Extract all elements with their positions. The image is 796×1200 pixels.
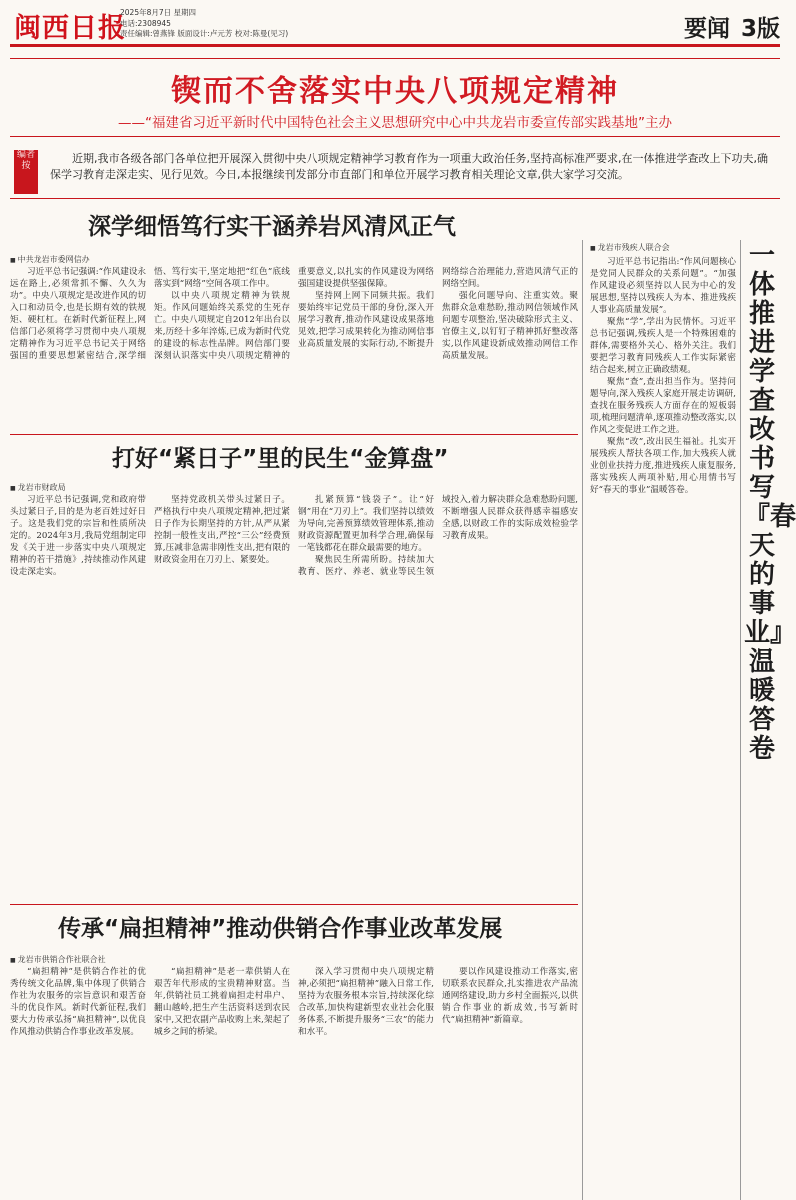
article-paragraph: 以中央八项规定精神为铁规矩。作风问题始终关系党的生死存亡。中央八项规定自2012年出台以来,历经十多年淬炼,已成为新时代党的建设的标志性品牌。网信部门要深刻认识落实中央八项规定精神的重要意义,以扎实的作风建设为网络强国建设提供坚强保障。 [154,267,434,361]
article-paragraph: 深入学习贯彻中央八项规定精神,必须把“扁担精神”融入日常工作,坚持为农服务根本宗旨,持续深化综合改革,加快构建新型农业社会化服务体系,不断提升服务“三农”的能力和水平。 [298,967,434,1037]
article-paragraph: 聚焦“查”,查出担当作为。坚持问题导向,深入残疾人家庭开展走访调研,查找在服务残疾人方面存在的短板弱项,梳理问题清单,逐项推动整改落实,以作风之变促进工作之进。 [590,377,736,435]
article-body [590,256,736,1196]
banner-title: 锲而不舍落实中央八项规定精神 [171,74,619,109]
article-byline: ■ 中共龙岩市委网信办 [10,254,90,265]
article-paragraph: 坚持网上网下同频共振。我们要始终牢记党员干部的身份,深入开展学习教育,推动作风建设成果落地见效,把学习成果转化为推动网信事业高质量发展的实际行动,不断提升网络综合治理能力,营造风清气正的网络空间。 [298,267,578,349]
divider [10,434,578,435]
masthead-rule [10,44,780,47]
article-body [10,494,578,896]
divider [10,198,780,199]
banner-subtitle: ——“福建省习近平新时代中国特色社会主义思想研究中心中共龙岩市委宣传部实践基地”主办 [118,115,672,131]
column-divider [740,240,741,1200]
banner-bottom-rule [10,136,780,137]
article-paragraph: 习近平总书记指出:“作风问题核心是党同人民群众的关系问题”。“加强作风建设必须坚持以人民为中心的发展思想,坚持以残疾人为本、推进残疾人事业高质量发展”。 [590,257,736,315]
issue-editors: 责任编辑:曾燕锋 版面设计:卢元芳 校对:陈曼(见习) [120,29,289,38]
article-paragraph: 习近平总书记强调,党和政府带头过紧日子,目的是为老百姓过好日子。这是我们党的宗旨和性质所决定的。2024年3月,我局党组制定印发《关于进一步落实中央八项规定精神的若干措施》,持续推动作风建设走深走实。 [10,495,146,577]
article-body [10,266,578,428]
article-headline-vertical: 一体推进学查改 书写『春天的事业』温暖答卷 [744,241,796,764]
page-number: 3版 [740,16,780,42]
article-headline: 传承“扁担精神”推动供销合作事业改革发展 [58,916,503,942]
article-paragraph: 聚焦“改”,改出民生福祉。扎实开展残疾人帮扶各项工作,加大残疾人就业创业扶持力度,推进残疾人康复服务,落实残疾人两项补贴,用心用情书写好“春天的事业”温暖答卷。 [590,437,736,495]
article-byline: ■ 龙岩市供销合作社联合社 [10,954,106,965]
article-paragraph: 习近平总书记强调:“作风建设永远在路上,必须常抓不懈、久久为功”。中央八项规定是改进作风的切入口和动员令,也是长期有效的铁规矩、硬杠杠。在新时代新征程上,网信部门必须将学习贯彻中央八项规定精神作为习近平总书记关于网络强国的重要思想紧密结合,深学细悟、笃行实干,坚定地把“红色”底线落实到“网络”空间各项工作中。 [10,267,290,361]
article-headline: 打好“紧日子”里的民生“金算盘” [112,446,449,472]
editor-note-label: 编者按 [14,150,38,194]
article-byline: ■ 龙岩市财政局 [10,482,66,493]
article-body [10,966,578,1196]
editor-note-text: 近期,我市各级各部门各单位把开展深入贯彻中央八项规定精神学习教育作为一项重大政治任务,坚持高标准严要求,在一体推进学查改上下功夫,确保学习教育走深走实、见行见效。今日,本报继续刊发部分市直部门和单位开展学习教育相关理论文章,供大家学习交流。 [50,152,768,181]
article-paragraph: 聚焦“学”,学出为民情怀。习近平总书记强调,残疾人是一个特殊困难的群体,需要格外关心、格外关注。我们要把学习教育同残疾人工作实际紧密结合起来,树立正确政绩观。 [590,317,736,375]
column-divider [582,240,583,1200]
issue-date: 2025年8月7日 星期四 [120,8,197,17]
article-paragraph: 强化问题导向、注重实效。聚焦群众急难愁盼,推动网信领域作风问题专项整治,坚决破除形式主义、官僚主义,以钉钉子精神抓好整改落实,以作风建设新成效推动网信工作高质量发展。 [442,291,578,361]
masthead [0,0,790,50]
article-byline: ■ 龙岩市残疾人联合会 [590,242,670,253]
article-paragraph: 要以作风建设推动工作落实,密切联系农民群众,扎实推进农产品流通网络建设,助力乡村全面振兴,以供销合作事业的新成效,书写新时代“扁担精神”新篇章。 [442,967,578,1025]
newspaper-logo: 闽西日报 [14,13,126,44]
article-paragraph: 扎紧预算“钱袋子”。让“好钢”用在“刀刃上”。我们坚持以绩效为导向,完善预算绩效管理体系,推动财政资源配置更加科学合理,确保每一笔钱都花在群众最需要的地方。 [298,495,434,553]
issue-info [120,8,288,40]
issue-phone: 电话:2308945 [120,18,171,28]
article-headline: 深学细悟笃行实干涵养岩风清风正气 [88,214,456,240]
divider [10,904,578,905]
article-paragraph: 聚焦民生所需所盼。持续加大教育、医疗、养老、就业等民生领域投入,着力解决群众急难愁盼问题,不断增强人民群众获得感幸福感安全感,以财政工作的实际成效检验学习教育成果。 [298,495,578,577]
article-paragraph: “扁担精神”是老一辈供销人在艰苦年代形成的宝贵精神财富。当年,供销社员工挑着扁担走村串户、翻山越岭,把生产生活资料送到农民家中,又把农副产品收购上来,架起了城乡之间的桥梁。 [154,967,290,1037]
banner-top-rule [10,58,780,59]
section-name: 要闻 [684,16,730,42]
article-paragraph: “扁担精神”是供销合作社的优秀传统文化品牌,集中体现了供销合作社为农服务的宗旨意识和艰苦奋斗的优良作风。新时代新征程,我们要大力传承弘扬“扁担精神”,以优良作风推动供销合作事业改革发展。 [10,967,146,1037]
article-paragraph: 坚持党政机关带头过紧日子。严格执行中央八项规定精神,把过紧日子作为长期坚持的方针,从严从紧控制一般性支出,严控“三公”经费预算,压减非急需非刚性支出,把有限的财政资金用在刀刃上、紧要处。 [154,495,290,565]
